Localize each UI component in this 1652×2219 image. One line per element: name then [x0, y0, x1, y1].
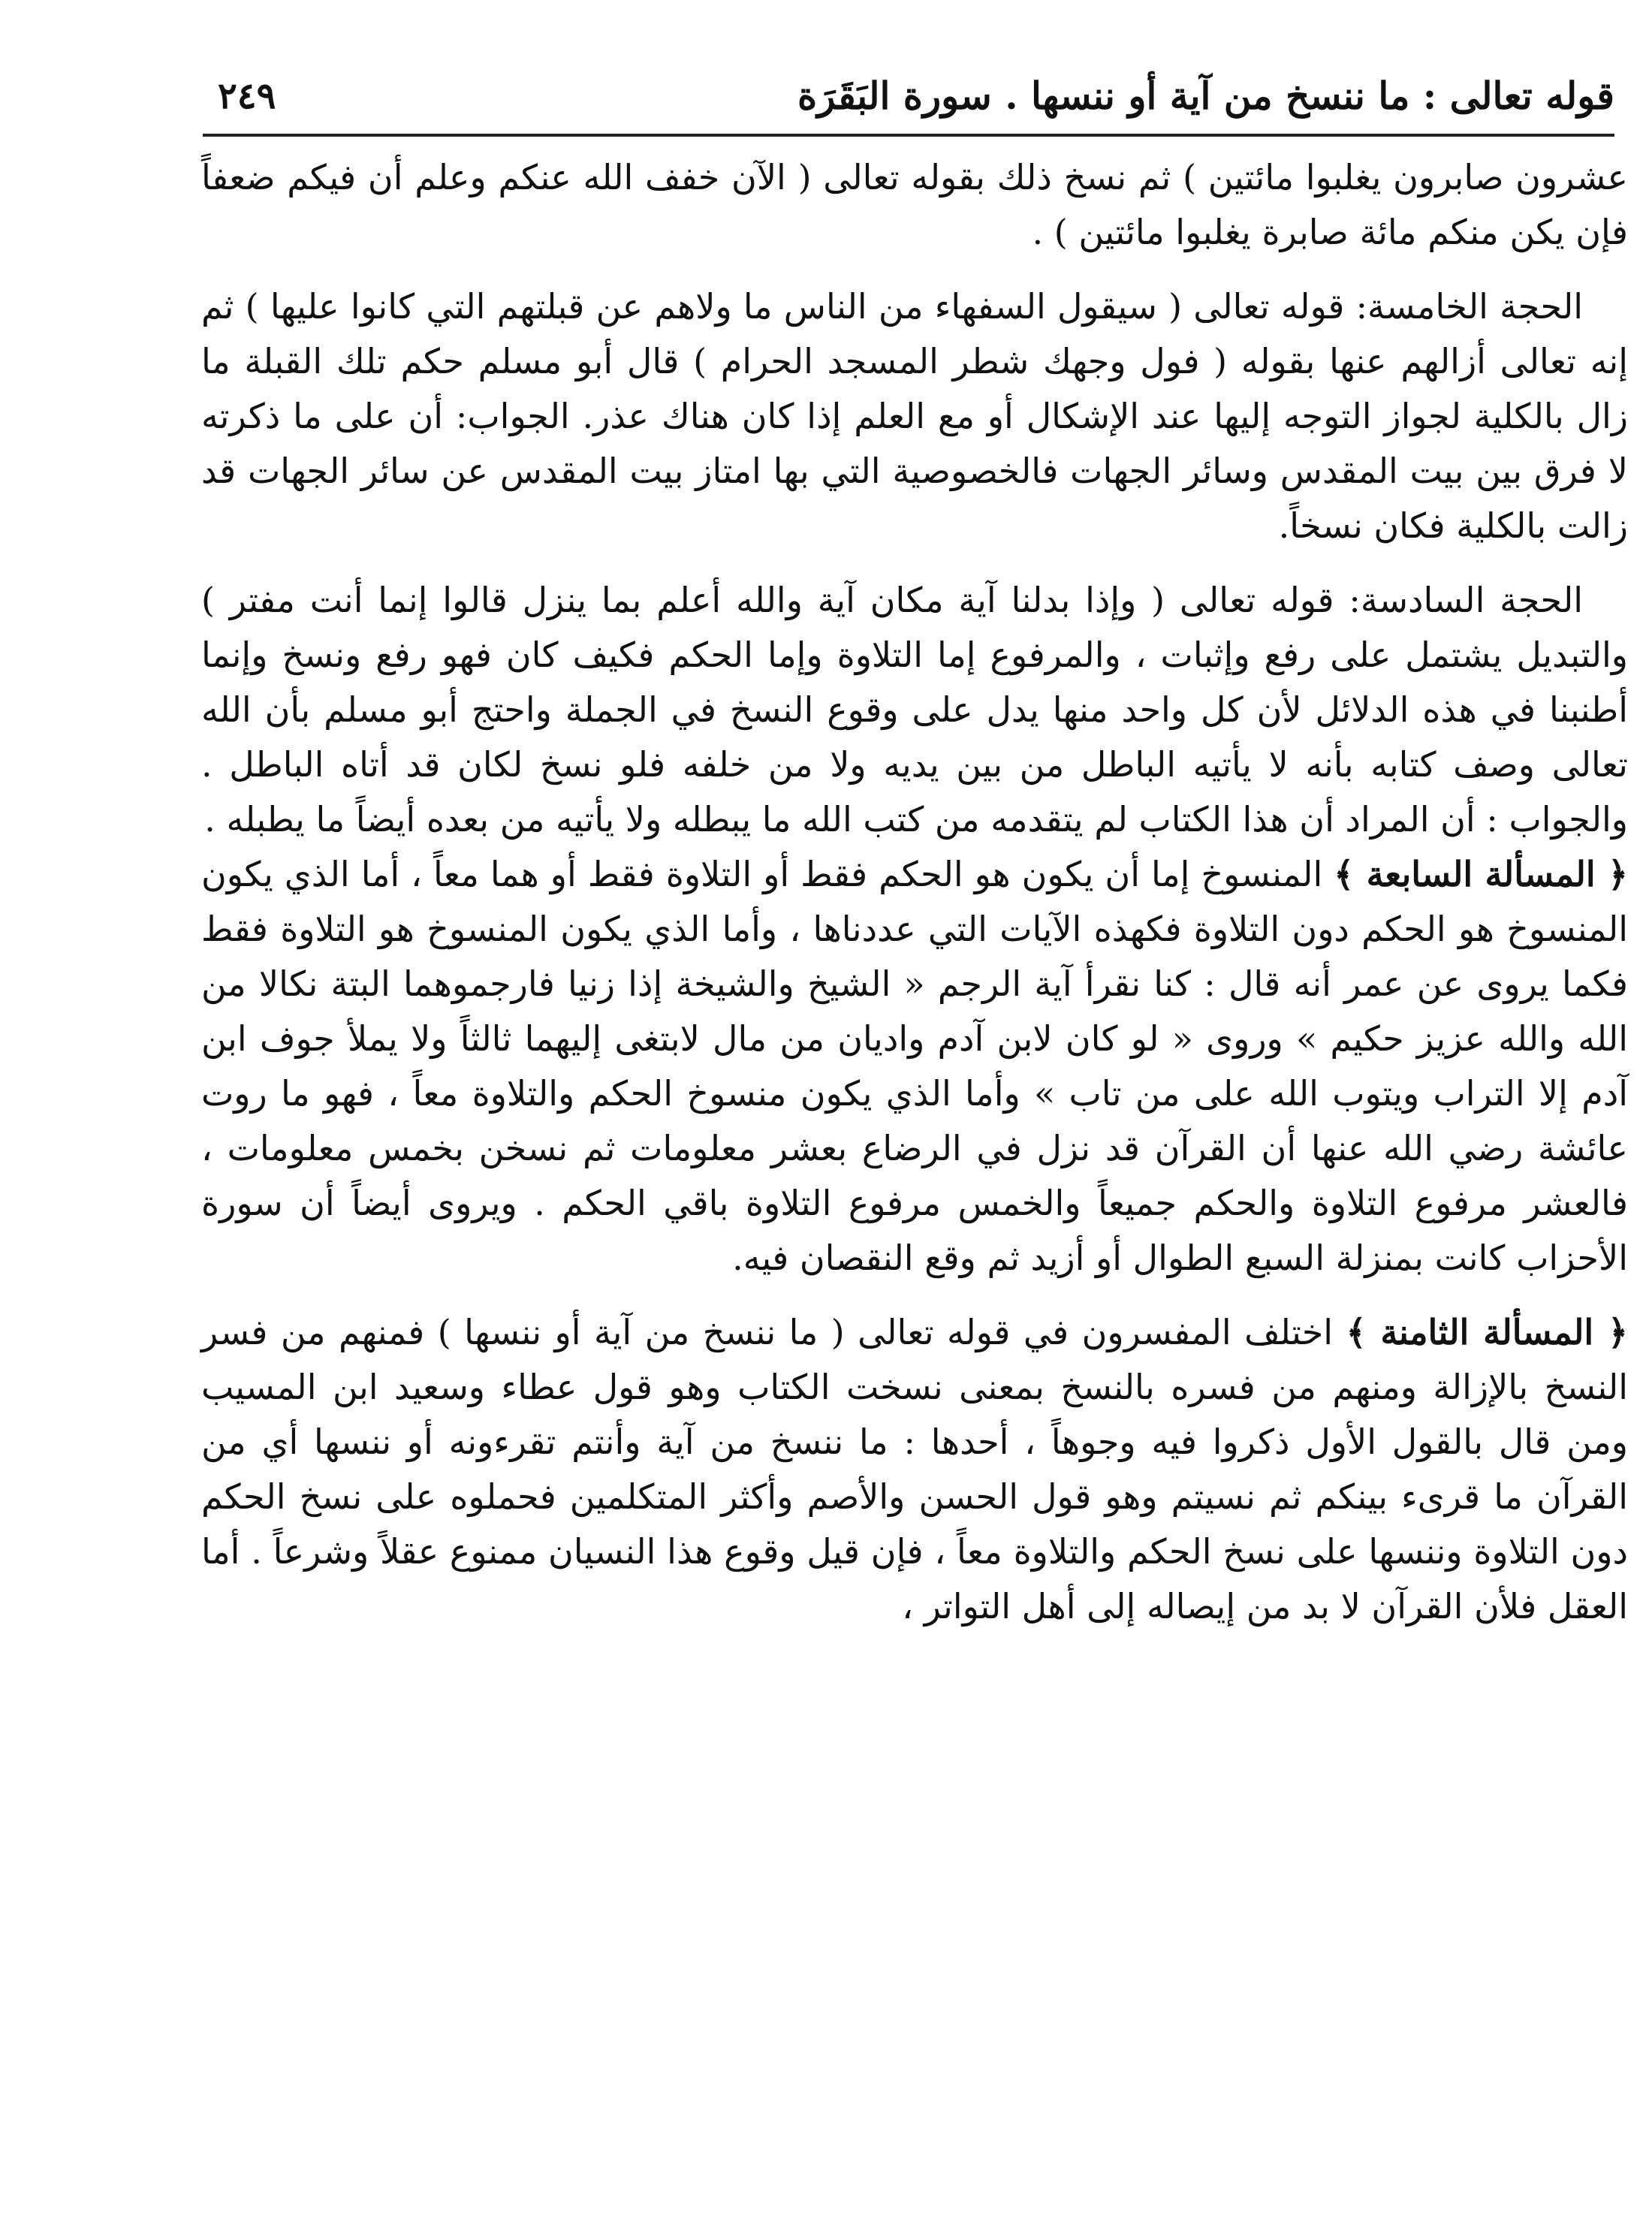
paragraph-5 [201, 1305, 1628, 1634]
page-number: ٢٤٩ [218, 75, 276, 117]
paragraph-2-text: الحجة الخامسة: قوله تعالى ( سيقول السفهاء من الناس ما ولاهم عن قبلتهم التي كانوا عليها ) ثم إنه تعالى أزالهم عنها بقوله ( فول وجهك شطر المسجد الحرام ) قال أبو مسلم حكم تلك القبلة ما زال بالكلية لجواز التوجه إليها عند الإشكال أو مع العلم إذا كان هناك عذر. الجواب: أن على ما ذكرته لا فرق بين بيت المقدس وسائر الجهات فالخصوصية التي بها امتاز بيت المقدس عن سائر الجهات قد زالت بالكلية فكان نسخاً. [201, 286, 1628, 546]
paragraph-1 [201, 150, 1628, 260]
issue-seven-heading: ﴿ المسألة السابعة ﴾ [1334, 854, 1628, 894]
paragraph-2 [201, 279, 1628, 553]
issue-eight-heading: ﴿ المسألة الثامنة ﴾ [1346, 1312, 1629, 1352]
page-header [203, 66, 1614, 137]
paragraph-3-text: الحجة السادسة: قوله تعالى ( وإذا بدلنا آية مكان آية والله أعلم بما ينزل قالوا إنما أنت مفتر ) والتبديل يشتمل على رفع وإثبات ، والمرفوع إما التلاوة وإما الحكم فكيف كان فهو رفع ونسخ وإنما أطنبنا في هذه الدلائل لأن كل واحد منها يدل على وقوع النسخ في الجملة واحتج أبو مسلم بأن الله تعالى وصف كتابه بأنه لا يأتيه الباطل من بين يديه ولا من خلفه فلو نسخ لكان قد أتاه الباطل . والجواب : أن المراد أن هذا الكتاب لم يتقدمه من كتب الله ما يبطله ولا يأتيه من بعده أيضاً ما يطبله . [201, 580, 1628, 840]
body-text [201, 150, 1628, 1634]
paragraph-3 [201, 573, 1628, 847]
paragraph-4-text: المنسوخ إما أن يكون هو الحكم فقط أو التلاوة فقط أو هما معاً ، أما الذي يكون المنسوخ هو الحكم دون التلاوة فكهذه الآيات التي عددناها ، وأما الذي يكون المنسوخ هو التلاوة فقط فكما يروى عن عمر أنه قال : كنا نقرأ آية الرجم « الشيخ والشيخة إذا زنيا فارجموهما البتة نكالا من الله والله عزيز حكيم » وروى « لو كان لابن آدم واديان من مال لابتغى إليهما ثالثاً ولا يملأ جوف ابن آدم إلا التراب ويتوب الله على من تاب » وأما الذي يكون منسوخ الحكم والتلاوة معاً ، فهو ما روت عائشة رضي الله عنها أن القرآن قد نزل في الرضاع بعشر معلومات ثم نسخن بخمس معلومات ، فالعشر مرفوع التلاوة والحكم جميعاً والخمس مرفوع التلاوة باقي الحكم . ويروى أيضاً أن سورة الأحزاب كانت بمنزلة السبع الطوال أو أزيد ثم وقع النقصان فيه. [201, 854, 1628, 1278]
paragraph-1-text: عشرون صابرون يغلبوا مائتين ) ثم نسخ ذلك بقوله تعالى ( الآن خفف الله عنكم وعلم أن فيكم ضعفاً فإن يكن منكم مائة صابرة يغلبوا مائتين ) . [201, 157, 1628, 252]
paragraph-4 [201, 847, 1628, 1286]
paragraph-5-text: اختلف المفسرون في قوله تعالى ( ما ننسخ من آية أو ننسها ) فمنهم من فسر النسخ بالإزالة ومنهم من فسره بالنسخ بمعنى نسخت الكتاب وهو قول عطاء وسعيد ابن المسيب ومن قال بالقول الأول ذكروا فيه وجوهاً ، أحدها : ما ننسخ من آية وأنتم تقرءونه أو ننسها أي من القرآن ما قرىء بينكم ثم نسيتم وهو قول الحسن والأصم وأكثر المتكلمين فحملوه على نسخ الحكم دون التلاوة وننسها على نسخ الحكم والتلاوة معاً ، فإن قيل وقوع هذا النسيان ممنوع عقلاً وشرعاً . أما العقل فلأن القرآن لا بد من إيصاله إلى أهل التواتر ، [201, 1312, 1628, 1627]
running-title: قوله تعالى : ما ننسخ من آية أو ننسها . سورة البَقَرَة [797, 74, 1614, 118]
